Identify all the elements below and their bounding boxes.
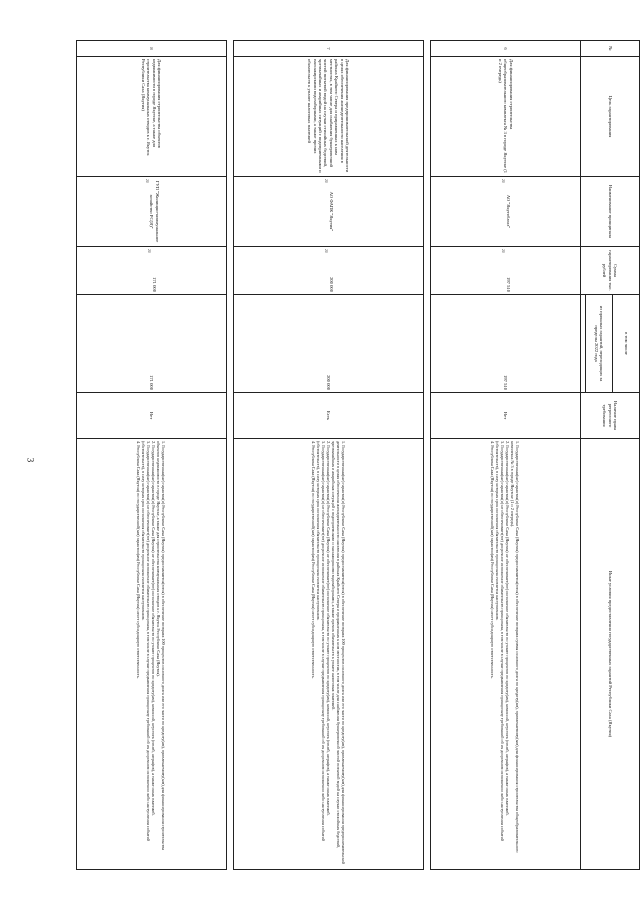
- header-from-prev: из прошлых гарантий, переходящих за пределы 2022 года: [586, 295, 613, 393]
- table-header-row: [613, 41, 640, 870]
- row-goal: Для финансирования предпринимательской деятельности в целях обеспечения жизнедеятельности населения в районах Крайнего Севера и приравненных к ним местностях, в том числе для снабжения бункеровочной чистой питьевой водой на случаи стихийных бедствий, чрезвычайных и аварийных ситуаций с водоприемными и пассажирскими водозаборными, а также прочих обязательств к уплате налоговых платежей: [234, 57, 424, 177]
- principal-code: 20: [501, 179, 506, 183]
- table-row: [77, 41, 227, 870]
- sum-value: 171 000: [151, 277, 157, 292]
- row-regress: Нет: [431, 393, 581, 439]
- header-regress: Наличие права регрессного требования: [581, 393, 640, 439]
- row-goal: Для финансирования строительства общеобразовательного комплекса № 3 в городе Якутске (1 и 2 очередь): [431, 57, 581, 177]
- header-terms: Иные условия предоставления государственных гарантий Республики Саха (Якутия): [581, 439, 640, 870]
- rotated-table-page: [85, 40, 640, 870]
- header-spacer-cell: [581, 295, 586, 393]
- header-in-that: в том числе: [613, 295, 640, 393]
- sum-code: 20: [324, 249, 329, 253]
- header-sum: Сумма гарантирования тыс. рублей: [581, 247, 640, 295]
- table-row: [234, 41, 424, 870]
- term-line: 2. Государственная(ые) гарантия(и) Республики Саха (Якутия) не обеспечивает(ют) исполнение обязательств по уплате процентов по кредиту(ам), комиссий, неустоек (пеней, штрафов), а также иных платежей.: [505, 441, 511, 816]
- table-row: [431, 41, 581, 870]
- row-terms: [77, 439, 227, 870]
- row-terms: [431, 439, 581, 870]
- sum-value: 200 000: [328, 277, 334, 292]
- row-goal: Для финансирования строительства объектов недвижимости в городе Якутске, а также для строительства коммунальных отводов к г. Якутск Республики Саха (Якутия): [77, 57, 227, 177]
- row-sum: [234, 247, 424, 295]
- term-line: 2. Государственная(ые) гарантия(и) Республики Саха (Якутия) не обеспечивает(ют) исполнение обязательств по уплате процентов по кредиту(ам), комиссий, неустоек (пеней, штрафов), а также иных платежей.: [326, 441, 331, 816]
- row-gap-cell: [227, 41, 234, 870]
- row-regress: Есть: [234, 393, 424, 439]
- principal-code: 20: [144, 179, 149, 183]
- term-line: 4. Республика Саха (Якутия) по государственной(ым) гарантии(ям) Республики Саха (Якутия) несет субсидиарную ответственность.: [490, 441, 496, 679]
- term-line: 3. Государственная(ые) гарантия(и) не обеспечивает(ют) досрочное исполнение обязательств принципала, в том числе в случае предъявления принципалу требований об их досрочном исполнении либо наступления событий (обстоятельств), в силу которых срок исполнения обязательств принципала считается наступившим.: [495, 441, 506, 842]
- row-number: 8: [77, 41, 227, 57]
- row-terms: [234, 439, 424, 870]
- row-number: 7: [234, 41, 424, 57]
- row-principal: [431, 177, 581, 247]
- row-gap-cell: [424, 41, 431, 870]
- row-sum: [77, 247, 227, 295]
- sum-code: 20: [501, 249, 506, 253]
- row-regress: Нет: [77, 393, 227, 439]
- term-line: 1. Государственная(ые) гарантия(и) Республики Саха (Якутия) предоставляется(ются) в обеспечение возврата 100 процентов основного долга или его части по кредиту(ам), привлекаемому(ым) для финансирования строительства объектов недвижимости в городе Якутске, а также для строительства коммунальных отводов к г. Якутск Республики Саха (Якутия).: [156, 441, 167, 851]
- term-line: 1. Государственная(ые) гарантия(и) Республики Саха (Якутия) предоставляется(ются) в обеспечение возврата 100 процентов основного долга или его части по кредиту(ам), привлекаемому(ым) для финансирования предпринимательской деятельности в целях обеспечения жизнедеятельности населения в районах Крайнего Севера и приравненных к ним местностях, в том числе для снабжения бункеровочной чистой питьевой водой на случаи стихийных бедствий, чрезвычайных и аварийных ситуаций с водоприемными и пассажирскими водозаборными, а также прочих обязательств к уплате налоговых платежей.: [331, 441, 346, 865]
- sum-code: 20: [147, 249, 152, 253]
- principal-name: ГУП "Жилищно-коммунальное хозяйство РС(Я)": [149, 180, 160, 243]
- header-principal: Наименование принципала: [581, 177, 640, 247]
- row-from-prev: 197 510: [431, 295, 581, 393]
- row-principal: [77, 177, 227, 247]
- term-line: 3. Государственная(ые) гарантия(и) не обеспечивает(ют) досрочное исполнение обязательств принципала, в том числе в случае предъявления принципалу требований об их досрочном исполнении либо наступления событий (обстоятельств), в силу которых срок исполнения обязательств принципала считается наступившим.: [316, 441, 326, 842]
- guarantees-table: [76, 40, 640, 870]
- row-gap: [424, 41, 431, 870]
- term-line: 4. Республика Саха (Якутия) по государственной(ым) гарантии(ям) Республики Саха (Якутия) несет субсидиарную ответственность.: [311, 441, 316, 679]
- row-number: 6: [431, 41, 581, 57]
- term-line: 1. Государственная(ые) гарантия(и) Республики Саха (Якутия) предоставляется(ются) в обеспечение возврата суммы основного долга по кредиту(ам), привлекаемому(ым) для финансирования строительства общеобразовательного комплекса № 3 в городе Якутске (1 и 2 очередь).: [510, 441, 521, 853]
- principal-code: 20: [324, 179, 329, 183]
- principal-name: АО "Якутоблгаз": [505, 194, 511, 229]
- row-sum: [431, 247, 581, 295]
- header-num: №: [581, 41, 640, 57]
- term-line: 2. Государственная(ые) гарантия(и) Республики Саха (Якутия) не обеспечивает(ют) исполнение обязательств по уплате процентов по кредиту(ам), комиссий, неустоек (пеней, штрафов), а также иных платежей.: [151, 441, 157, 816]
- term-line: 3. Государственная(ые) гарантия(и) не обеспечивает(ют) досрочное исполнение обязательств принципала, в том числе в случае предъявления принципалу требований об их досрочном исполнении либо наступления событий (обстоятельств), в силу которых срок исполнения обязательств принципала считается наступившим.: [141, 441, 152, 842]
- row-from-prev: 200 000: [234, 295, 424, 393]
- sum-value: 197 510: [505, 277, 511, 292]
- row-principal: [234, 177, 424, 247]
- term-line: 4. Республика Саха (Якутия) по государственной(ым) гарантии(ям) Республики Саха (Якутия) несет субсидиарную ответственность.: [136, 441, 142, 679]
- header-goal: Цель гарантирования: [581, 57, 640, 177]
- row-gap: [227, 41, 234, 870]
- page-number: 3: [25, 457, 36, 463]
- principal-name: АО ФАПК "Якутия": [328, 191, 334, 232]
- row-from-prev: 171 000: [77, 295, 227, 393]
